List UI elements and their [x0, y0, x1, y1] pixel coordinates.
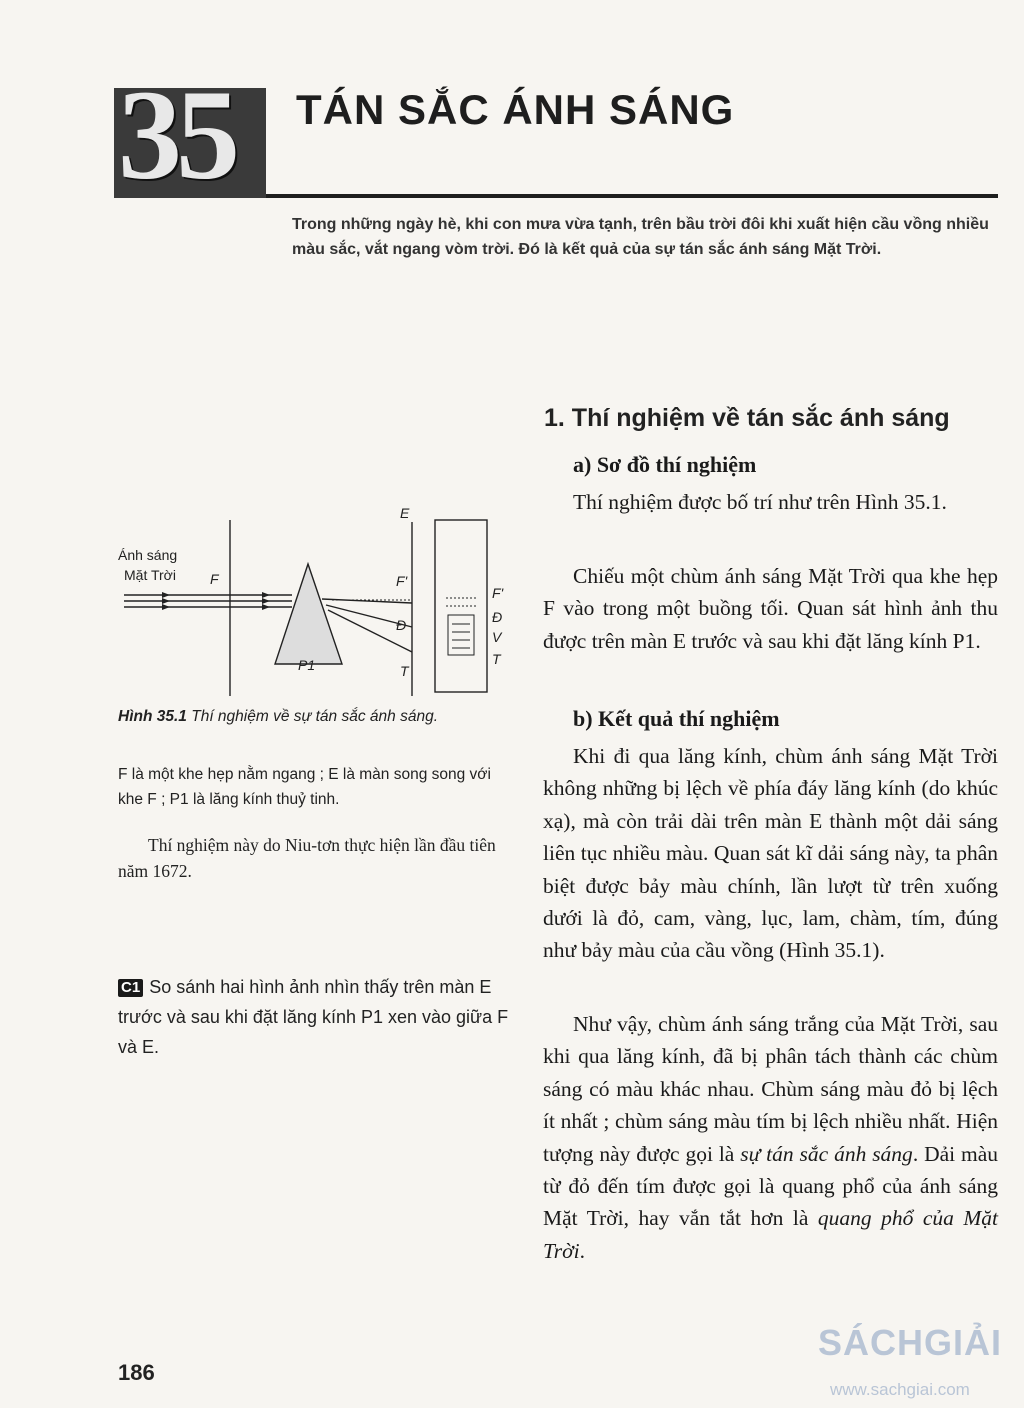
label-f-prime: F'	[396, 573, 408, 589]
label-f-prime-right: F'	[492, 585, 504, 601]
chapter-intro: Trong những ngày hè, khi con mưa vừa tạnh, trên bầu trời đôi khi xuất hiện cầu vồng nhiều màu sắc, vắt ngang vòm trời. Đó là kết quả của sự tán sắc ánh sáng Mặt Trời.	[292, 216, 989, 258]
label-t-right: T	[492, 651, 501, 667]
term-solar-spectrum: quang phổ của Mặt Trời	[543, 1206, 998, 1263]
c1-badge: C1	[118, 979, 143, 997]
term-dispersion: sự tán sắc ánh sáng	[740, 1141, 913, 1166]
label-screen-e: E	[400, 505, 410, 521]
question-c1	[118, 972, 520, 1062]
figure-caption-text: Thí nghiệm về sự tán sắc ánh sáng.	[186, 708, 438, 725]
paragraph-b2	[543, 1008, 998, 1267]
figure-note: F là một khe hẹp nằm ngang ; E là màn song song với khe F ; P1 là lăng kính thuỷ tinh.	[118, 766, 491, 808]
figure-caption	[118, 708, 438, 726]
chapter-title: TÁN SẮC ÁNH SÁNG	[296, 86, 735, 133]
figure-35-1-diagram	[112, 500, 522, 700]
subheading-b: b) Kết quả thí nghiệm	[573, 706, 780, 731]
history-note: Thí nghiệm này do Niu-tơn thực hiện lần đầu tiên năm 1672.	[118, 835, 496, 881]
page-number: 186	[118, 1360, 155, 1385]
paragraph-a2: Chiếu một chùm ánh sáng Mặt Trời qua khe hẹp F vào trong một buồng tối. Quan sát hình ảnh thu được trên màn E trước và sau khi đặt lăng kính P1.	[543, 564, 998, 653]
label-sun-1: Ánh sáng	[118, 547, 178, 563]
c1-text: So sánh hai hình ảnh nhìn thấy trên màn E trước và sau khi đặt lăng kính P1 xen vào giữa F và E.	[118, 977, 509, 1057]
label-v-right: V	[492, 629, 502, 645]
paragraph-b2-start: Như vậy, chùm ánh sáng trắng của Mặt Trời, sau khi qua lăng kính, đã bị phân tách thành các chùm sáng có màu khác nhau. Chùm sáng màu đỏ bị lệch ít nhất ; chùm sáng màu tím bị lệch nhiều nhất. Hiện tượng này được gọi là	[543, 1012, 998, 1166]
paragraph-a1: Thí nghiệm được bố trí như trên Hình 35.1.	[573, 490, 947, 514]
watermark-logo: SÁCHGIẢI	[818, 1322, 1003, 1363]
label-slit-f: F	[210, 571, 219, 587]
label-sun-2: Mặt Trời	[124, 567, 176, 583]
watermark-url: www.sachgiai.com	[830, 1380, 970, 1399]
label-d: Đ	[396, 617, 407, 633]
chapter-number: 35	[118, 64, 234, 206]
figure-caption-label: Hình 35.1	[118, 708, 187, 725]
label-d-right: Đ	[492, 609, 503, 625]
paragraph-b2-mid: . Dải màu từ đỏ đến tím được gọi là quang phổ của ánh sáng Mặt Trời, hay vắn tắt hơn là	[543, 1141, 998, 1231]
label-prism-p1: P1	[298, 657, 316, 673]
paragraph-b1: Khi đi qua lăng kính, chùm ánh sáng Mặt Trời không những bị lệch về phía đáy lăng kính (do khúc xạ), mà còn trải dài trên màn E thành một dải sáng liên tục nhiều màu. Quan sát kĩ dải sáng này, ta phân biệt được bảy màu chính, lần lượt từ trên xuống dưới là đỏ, cam, vàng, lục, lam, chàm, tím, đúng như bảy màu của cầu vồng (Hình 35.1).	[543, 744, 998, 963]
chapter-rule	[266, 194, 998, 198]
subheading-a: a) Sơ đồ thí nghiệm	[573, 452, 757, 477]
paragraph-b2-end: .	[579, 1238, 585, 1263]
label-t: T	[400, 663, 409, 679]
section-heading: 1. Thí nghiệm về tán sắc ánh sáng	[544, 404, 950, 432]
